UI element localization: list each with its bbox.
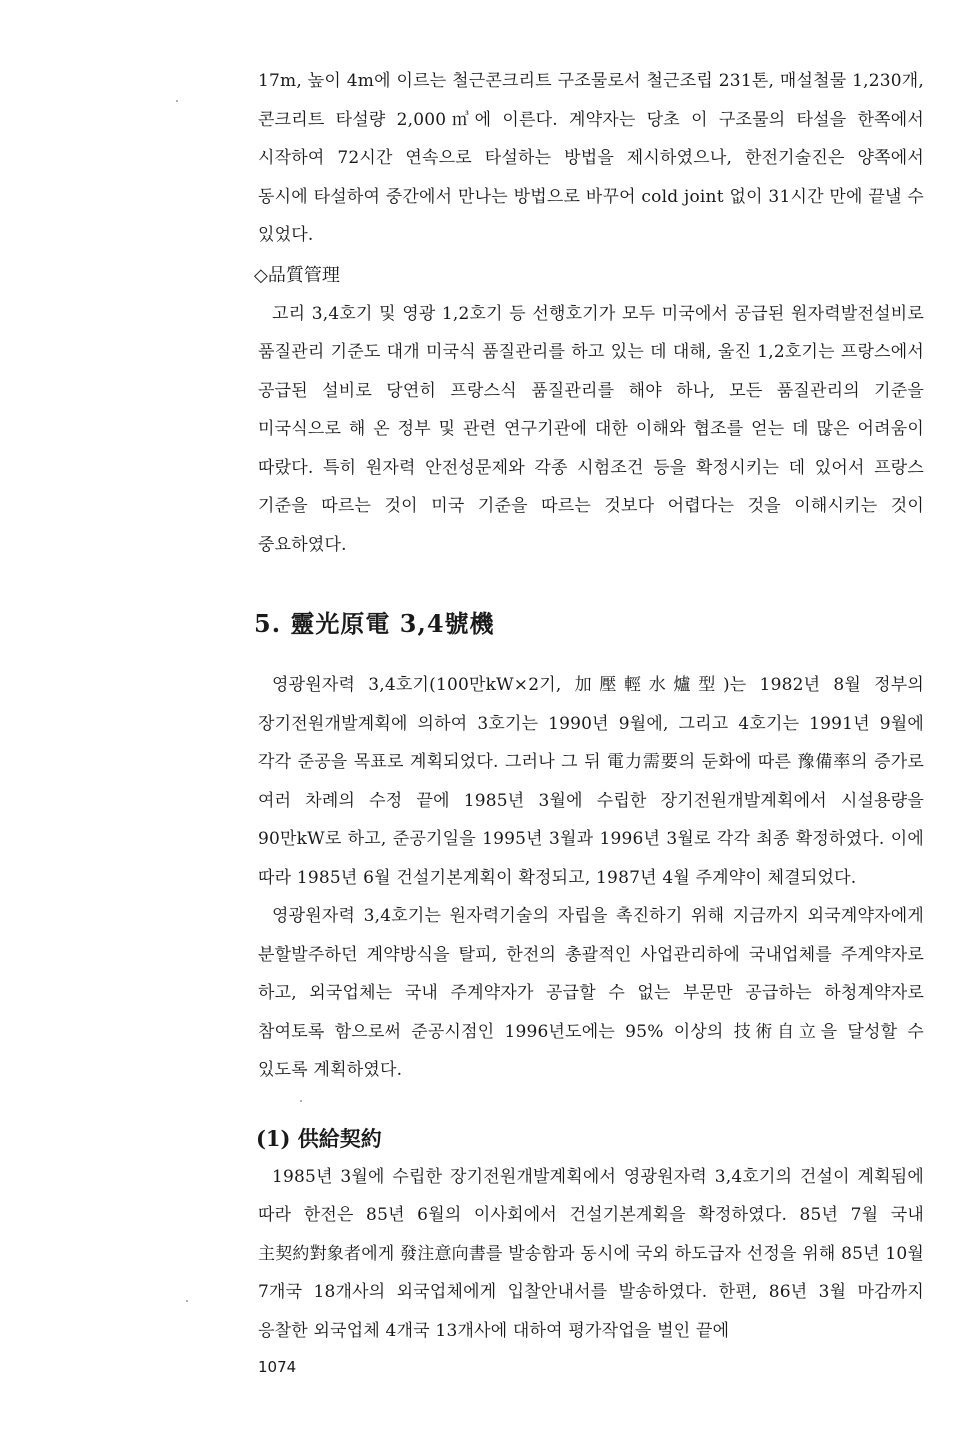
scan-speck: [300, 1100, 302, 1102]
paragraph-quality-management: 고리 3,4호기 및 영광 1,2호기 등 선행호기가 모두 미국에서 공급된 원자력발전설비로 품질관리 기준도 대개 미국식 품질관리를 하고 있는 데 대해, 울진 1,2호기는 프랑스에서 공급된 설비로 당연히 프랑스식 품질관리를 해야 하나, 모든 품질관리의 기준을 미국식으로 해 온 정부 및 관련 연구기관에 대한 이해와 협조를 얻는 데 많은 어려움이 따랐다. 특히 원자력 안전성문제와 각종 시험조건 등을 확정시키는 데 있어서 프랑스 기준을 따르는 것이 미국 기준을 따르는 것보다 어렵다는 것을 이해시키는 것이 중요하였다.: [258, 303, 924, 555]
heading-quality-management: ◇品質管理: [254, 264, 340, 286]
paragraph-structure-concrete: 17m, 높이 4m에 이르는 철근콘크리트 구조물로서 철근조립 231톤, 매설철물 1,230개, 콘크리트 타설량 2,000㎥에 이른다. 계약자는 당초 이 구조물의 타설을 한쪽에서 시작하여 72시간 연속으로 타설하는 방법을 제시하였으나, 한전기술진은 양쪽에서 동시에 타설하여 중간에서 만나는 방법으로 바꾸어 cold joint 없이 31시간 만에 끝낼 수 있었다.: [258, 71, 924, 245]
subsection-title-supply-contract: (1) 供給契約: [256, 1125, 382, 1151]
paragraph-yeonggwang-self-reliance: 영광원자력 3,4호기는 원자력기술의 자립을 촉진하기 위해 지금까지 외국계약자에게 분할발주하던 계약방식을 탈피, 한전의 총괄적인 사업관리하에 국내업체를 주계약자로 하고, 외국업체는 국내 주계약자가 공급할 수 없는 부문만 공급하는 하청계약자로 참여토록 함으로써 준공시점인 1996년도에는 95% 이상의 技術自立을 달성할 수 있도록 계획하였다.: [258, 906, 924, 1080]
scan-speck: [176, 100, 178, 102]
page-body: [254, 62, 925, 1350]
paragraph-supply-contract: 1985년 3월에 수립한 장기전원개발계획에서 영광원자력 3,4호기의 건설이 계획됨에 따라 한전은 85년 6월의 이사회에서 건설기본계획을 확정하였다. 85년 7월 국내 主契約對象者에게 發注意向書를 발송함과 동시에 국외 하도급자 선정을 위해 85년 10월 7개국 18개사의 외국업체에게 입찰안내서를 발송하였다. 한편, 86년 3월 마감까지 응찰한 외국업체 4개국 13개사에 대하여 평가작업을 벌인 끝에: [258, 1166, 925, 1341]
section-title-yeonggwang-3-4: 5. 靈光原電 3,4號機: [254, 609, 495, 638]
scan-speck: [186, 1300, 188, 1302]
page-number: 1074: [258, 1358, 297, 1376]
paragraph-yeonggwang-plan: 영광원자력 3,4호기(100만kW×2기, 加壓輕水爐型)는 1982년 8월 정부의 장기전원개발계획에 의하여 3호기는 1990년 9월에, 그리고 4호기는 1991년 9월에 각각 준공을 목표로 계획되었다. 그러나 그 뒤 電力需要의 둔화에 따른 豫備率의 증가로 여러 차례의 수정 끝에 1985년 3월에 수립한 장기전원개발계획에서 시설용량을 90만kW로 하고, 준공기일을 1995년 3월과 1996년 3월로 각각 최종 확정하였다. 이에 따라 1985년 6월 건설기본계획이 확정되고, 1987년 4월 주계약이 체결되었다.: [258, 675, 924, 888]
